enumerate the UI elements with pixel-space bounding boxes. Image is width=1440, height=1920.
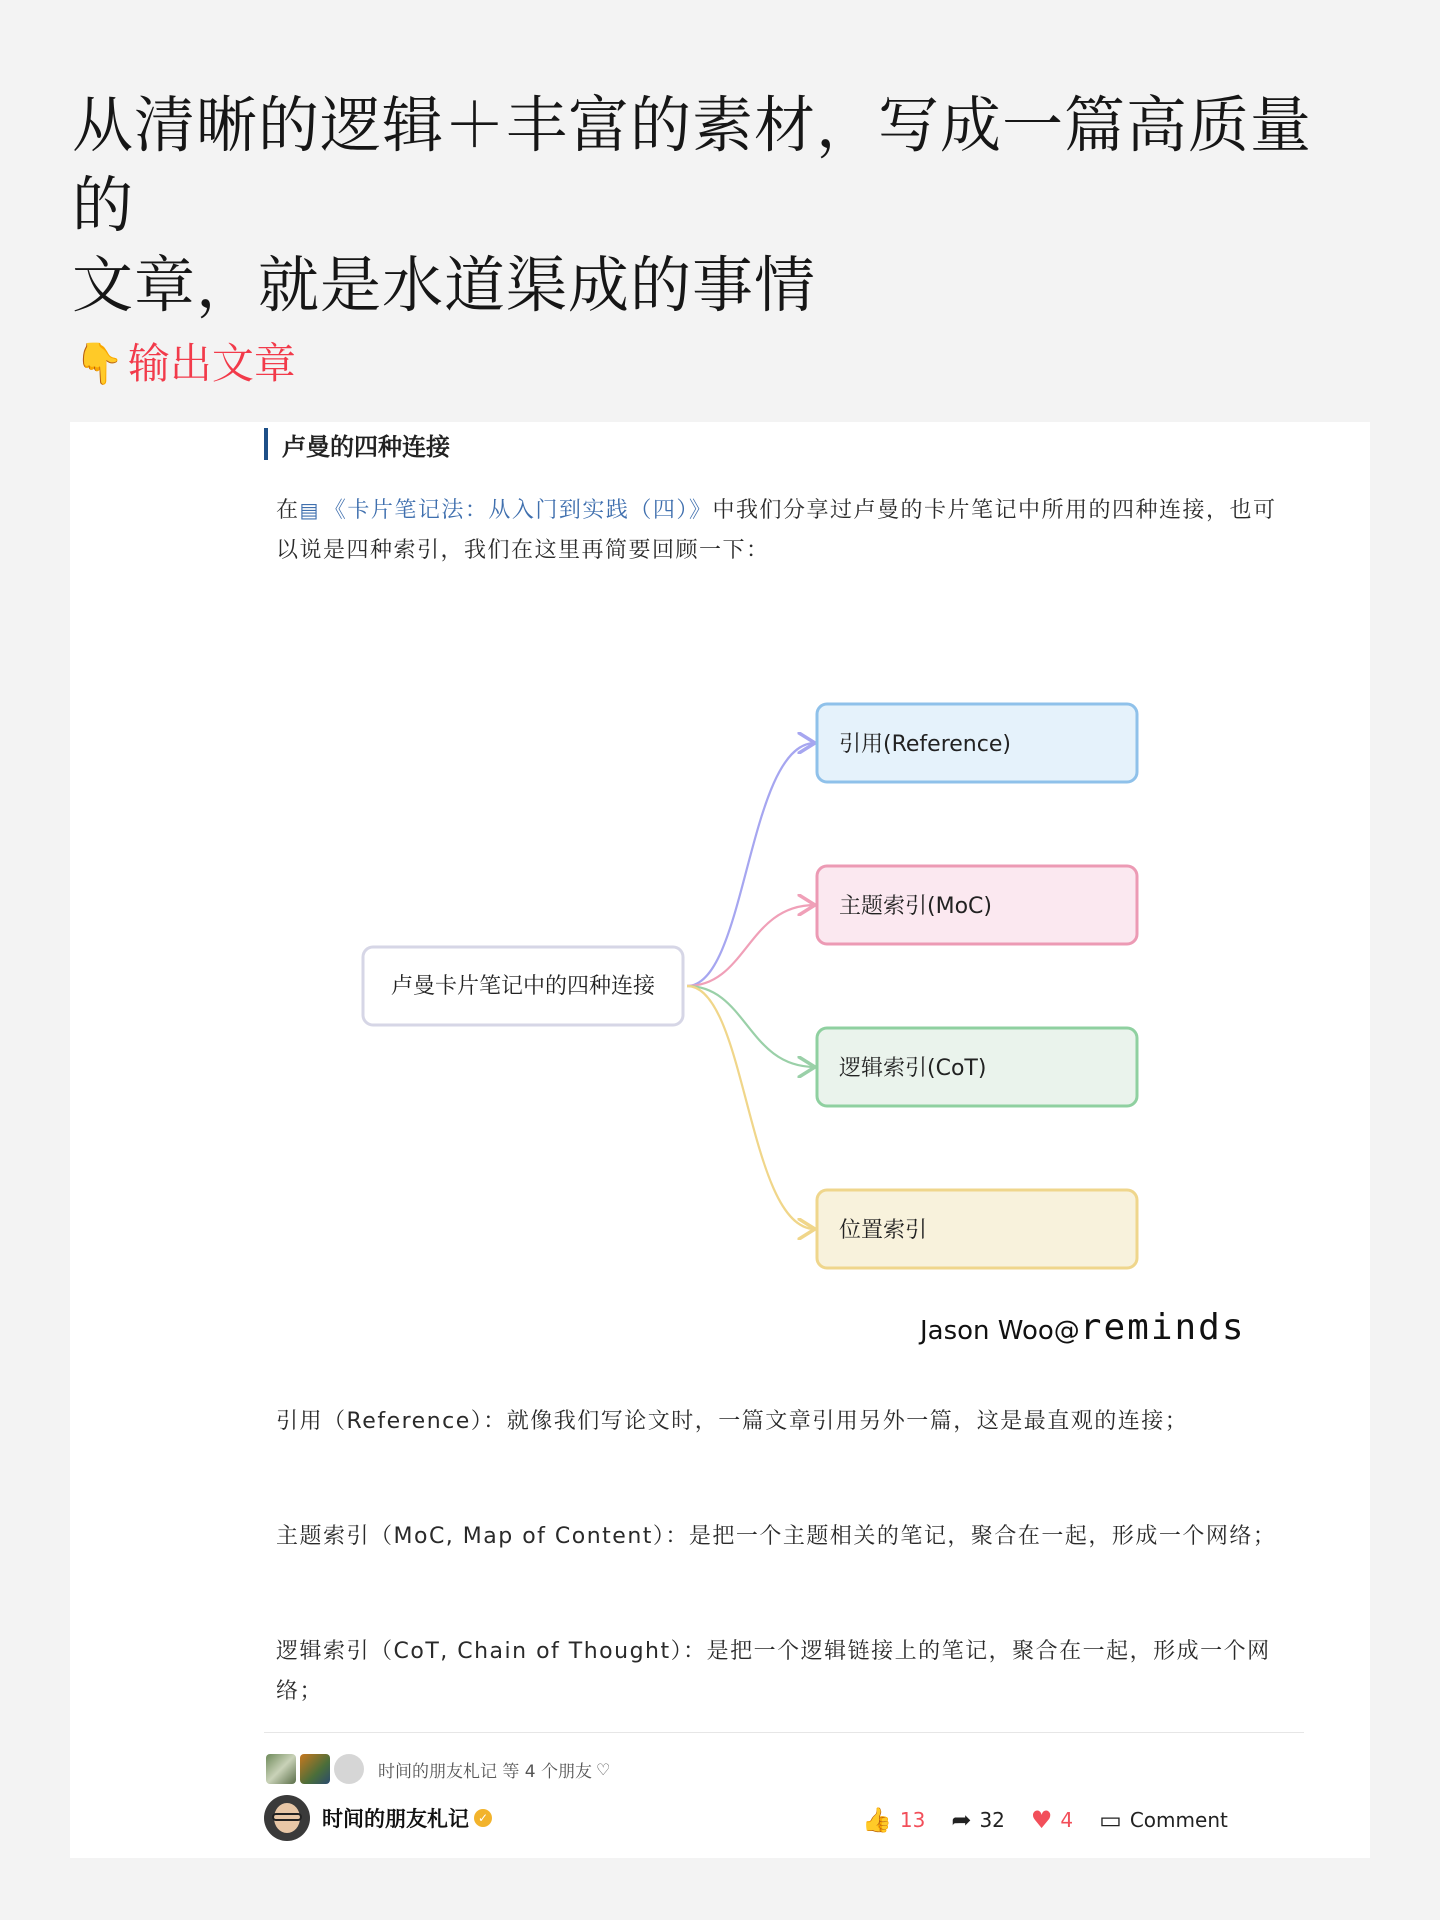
- section-label: [74, 334, 296, 394]
- branch-node: [817, 1190, 1137, 1268]
- branch-node-label: 引用(Reference): [839, 732, 1011, 757]
- comment-icon: ▭: [1099, 1806, 1122, 1834]
- like-button[interactable]: [862, 1806, 925, 1834]
- watermark-author: Jason Woo@: [920, 1316, 1080, 1346]
- branch-nodes: [817, 704, 1137, 1268]
- branch-node-label: 逻辑索引(CoT): [839, 1056, 987, 1081]
- article-link[interactable]: 《卡片笔记法：从入门到实践（四）》: [323, 498, 713, 523]
- paragraph-moc: 主题索引（MoC, Map of Content）：是把一个主题相关的笔记，聚合在一起，形成一个网络；: [276, 1524, 1277, 1549]
- article-screenshot-card: [70, 422, 1370, 1858]
- branch-node: [817, 1028, 1137, 1106]
- heart-outline-icon: ♡: [596, 1759, 611, 1779]
- action-bar: [862, 1800, 1228, 1840]
- root-node-label: 卢曼卡片笔记中的四种连接: [390, 974, 656, 999]
- heart-icon: ♥: [1030, 1806, 1053, 1834]
- friends-text: 时间的朋友札记 等 4 个朋友: [378, 1761, 593, 1782]
- watermark-brand: reminds: [1079, 1307, 1246, 1348]
- friend-avatar: [266, 1754, 296, 1784]
- mindmap-diagram: [70, 422, 1370, 1322]
- branch-node-label: 位置索引: [839, 1218, 928, 1243]
- like-count: 13: [899, 1808, 926, 1832]
- branch-node: [817, 866, 1137, 944]
- headline-line-1: 从清晰的逻辑＋丰富的素材，写成一篇高质量的: [72, 90, 1313, 241]
- intro-before: 在: [276, 498, 300, 523]
- headline: [72, 86, 1372, 326]
- root-node: [363, 947, 683, 1025]
- verified-badge-icon: ✓: [474, 1809, 492, 1827]
- share-count: 32: [979, 1808, 1005, 1832]
- connector-lines: [687, 743, 815, 1229]
- thumbs-up-icon: 👍: [862, 1806, 892, 1834]
- intro-after: 中我们分享过卢曼的卡片笔记中所用的四种连接，也可以说是四种索引，我们在这里再简要回顾一下：: [276, 498, 1277, 563]
- connector-line: [687, 986, 815, 1229]
- document-icon: ▤: [299, 498, 320, 522]
- friend-avatar: [300, 1754, 330, 1784]
- divider: [264, 1732, 1304, 1733]
- article-heading-text: 卢曼的四种连接: [282, 432, 450, 461]
- author-avatar[interactable]: [264, 1795, 310, 1841]
- favorite-button[interactable]: [1031, 1806, 1073, 1834]
- section-label-text: 输出文章: [127, 339, 296, 388]
- paragraph-cot: 逻辑索引（CoT, Chain of Thought）：是把一个逻辑链接上的笔记，聚合在一起，形成一个网络；: [276, 1639, 1271, 1704]
- branch-node-label: 主题索引(MoC): [839, 894, 992, 919]
- friend-avatar: [334, 1754, 364, 1784]
- comment-label: Comment: [1129, 1808, 1228, 1832]
- share-button[interactable]: [951, 1806, 1005, 1834]
- author-row[interactable]: [264, 1792, 492, 1844]
- connector-line: [687, 986, 815, 1067]
- friends-row[interactable]: [266, 1752, 610, 1786]
- share-icon: ➦: [951, 1806, 972, 1834]
- author-name[interactable]: 时间的朋友札记: [322, 1807, 469, 1831]
- paragraph-reference: 引用（Reference）：就像我们写论文时，一篇文章引用另外一篇，这是最直观的连接；: [276, 1409, 1189, 1434]
- pointing-down-icon: 👇: [74, 341, 124, 387]
- avatar-glasses: [272, 1813, 302, 1821]
- connector-line: [687, 743, 815, 986]
- connector-line: [687, 905, 815, 986]
- headline-line-2: 文章，就是水道渠成的事情: [72, 250, 817, 321]
- comment-button[interactable]: [1099, 1806, 1228, 1834]
- watermark: [920, 1307, 1246, 1348]
- favorite-count: 4: [1060, 1808, 1074, 1832]
- branch-node: [817, 704, 1137, 782]
